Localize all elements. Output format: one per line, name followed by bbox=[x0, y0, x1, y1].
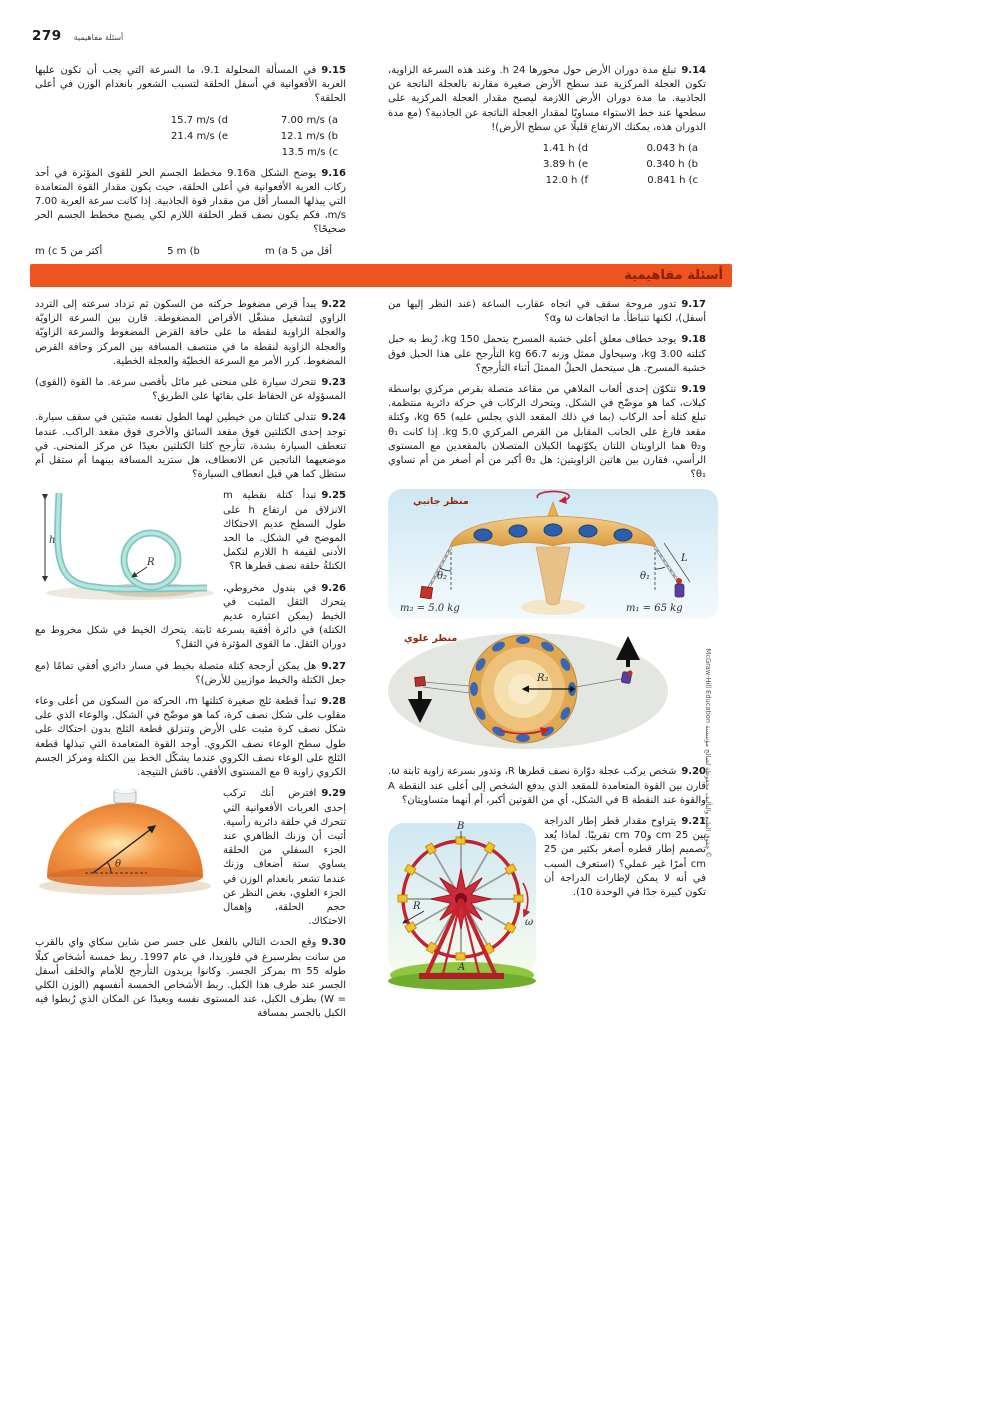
gondola bbox=[456, 953, 465, 960]
problem-text: هل يمكن أرجحة كتلة متصلة بخيط في مسار دائري أفقي تمامًا (مع جعل الكتلة والخيط موازيين للأرض)؟ bbox=[35, 660, 346, 686]
problem-text: شخص يركب عجلة دوّارة نصف قطرها R، وتدور بسرعة زاوية ثابتة ω. قارن بين القوة المتعامدة للمقعد الذي يدفع الشخص إلى أعلى عند النقطة A والقوة عند النقطة B في الشكل، أي من القوتين أكبر، أم أنهما متساويتان؟ bbox=[388, 766, 706, 806]
problem-number: 9.22 bbox=[321, 299, 346, 310]
answer-option-empty bbox=[132, 146, 228, 159]
theta2-label: θ₂ bbox=[437, 571, 448, 583]
base-bar bbox=[419, 973, 504, 979]
problem-9-18 bbox=[388, 333, 706, 376]
answers-9-14 bbox=[388, 142, 698, 187]
answer-option: أقل من 5 m (a bbox=[265, 245, 332, 257]
rider-top-head bbox=[627, 671, 632, 676]
canopy-jewel bbox=[474, 529, 492, 541]
top-right-column bbox=[388, 64, 706, 195]
radius-label: R bbox=[413, 901, 421, 913]
answer-option: 0.841 h (c bbox=[647, 175, 698, 187]
ramp-loop-illustration bbox=[35, 491, 215, 605]
problem-number: 9.18 bbox=[681, 334, 706, 346]
answers-9-15 bbox=[35, 114, 338, 159]
top-left-column bbox=[35, 64, 346, 266]
problem-9-19 bbox=[388, 383, 706, 482]
mass2-label: m₂ = 5.0 kg bbox=[400, 603, 460, 615]
point-b-label: B bbox=[457, 821, 465, 833]
problem-number: 9.29 bbox=[321, 788, 346, 800]
problem-number: 9.19 bbox=[681, 384, 706, 396]
answer-option: 12.1 m/s (b bbox=[280, 130, 338, 142]
problem-text: تبدأ قطعة ثلج صغيرة كتلتها m، الحركة من السكون من أعلى وعاء مقلوب على شكل نصف كرة، كما هو موضّح في الشكل. والوعاء الذي على شكل نصف كرة مثبت على الأرض وتنزلق قطعة الثلج بدون احتكاك على طول سطح الوعاء نصف الكروي. أوجد القوة المتعامدة التي تبذلها قطعة الثلج على الوعاء نصف الكروي عندما يشكّل الخط بين الكتلة ومركز الجسم الكروي زاوية θ مع المستوى الأفقي. ناقش النتيجة. bbox=[35, 696, 346, 779]
gondola bbox=[398, 895, 407, 902]
problem-9-24 bbox=[35, 411, 346, 482]
top-view-label: منظر علوي bbox=[404, 633, 458, 645]
page-header bbox=[32, 28, 123, 44]
problem-number: 9.16 bbox=[321, 167, 346, 179]
radius-label: R bbox=[147, 557, 155, 569]
problem-number: 9.15 bbox=[321, 65, 346, 76]
problem-number: 9.25 bbox=[321, 490, 346, 502]
ramp-loop-figure bbox=[35, 491, 215, 609]
swing-ride-side-illustration bbox=[388, 489, 718, 619]
point-a-label: A bbox=[458, 962, 466, 974]
dome-figure bbox=[35, 789, 215, 901]
problem-9-20 bbox=[388, 765, 706, 808]
rider-head bbox=[676, 578, 682, 584]
height-label: h bbox=[49, 535, 56, 547]
problem-number: 9.17 bbox=[681, 299, 706, 310]
omega-label: ω bbox=[525, 917, 534, 929]
problem-text: يبدأ قرص مضغوط حركته من السكون ثم تزداد سرعته إلى التردد الزاوي لتشغيل مشغّل الأقراص المضغوطة. قارن بين السرعة الزاويّة والعجلة الزاوية لنقطة ما على حافة القرص المضغوط والسرعة الزاويّة والعجلة الزاوية لنقطة ما في منتصف المسافة بين المركز وحافة القرص المضغوط. كرر الأمر مع السرعة الخطيّة والعجلة الخطية. bbox=[35, 299, 346, 367]
answer-option: 13.5 m/s (c bbox=[281, 146, 338, 158]
dome-section bbox=[35, 787, 346, 936]
mass2-cube bbox=[420, 587, 432, 599]
problem-number: 9.26 bbox=[321, 582, 346, 594]
problem-text: تتحرك سيارة على منحنى غير مائل بأقصى سرعة. ما القوة (القوى) المسؤولة عن الحفاظ على بقائها على الطريق؟ bbox=[35, 377, 346, 403]
problem-9-17 bbox=[388, 298, 706, 326]
answer-option: 5 m (b bbox=[167, 245, 200, 257]
canopy-jewel bbox=[614, 529, 632, 541]
answer-option: 7.00 m/s (a bbox=[281, 114, 338, 126]
problem-text: وقع الحدث التالي بالفعل على جسر صن شاين سكاي واي بالقرب من سانت بطرسبرغ في فلوريدا، في عام 1997. ربط خمسة أشخاص كبلًا طوله 55 m بمركز الجسر. وكانوا يريدون التأرجح للأمام والخلف أسفل الجسر عند طرف هذا الكبل. ربط الأشخاص الخمسة أنفسهم (الوزن الكلي = W) بطرف الكبل، عند المستوى نفسه وبعيدًا عن المكان الذي رُبطوا فيه الكبل بالجسر بمسافة bbox=[35, 937, 347, 1020]
dome-base bbox=[47, 867, 203, 887]
radius-label: R₂ bbox=[537, 673, 549, 685]
problem-text: تدور مروحة سقف في اتجاه عقارب الساعة (عند النظر إليها من أسفل)، لكنها تتباطأ. ما اتجاهات ω وα؟ bbox=[388, 299, 706, 325]
problem-9-27 bbox=[35, 660, 346, 688]
running-head: أسئلة مفاهيمية bbox=[73, 33, 124, 42]
section-banner bbox=[30, 264, 732, 287]
gondola bbox=[514, 895, 523, 902]
problem-text: افترض أنك تركب إحدى العربات الأفعوانية التي تتحرك في حلقة دائرية رأسية. أثبت أن وزنك الظاهري عند الجزء السفلي من الحلقة يساوي ستة أضعاف وزنك عندما تشعر بانعدام الوزن في الجزء العلوي، بغض النظر عن حجم الحلقة، وإهمال الاحتكاك. bbox=[223, 788, 346, 928]
swing-ride-top-illustration bbox=[388, 627, 688, 755]
problem-number: 9.14 bbox=[681, 65, 706, 76]
left-column bbox=[35, 298, 346, 1029]
answer-option: 0.043 h (a bbox=[646, 143, 698, 155]
problem-text: يوجد خطاف معلق أعلى خشبة المسرح يتحمل 150 kg، رُبط به حبل كتلته 3.00 kg، وسيحاول ممثل وزنه 66.7 kg التأرجح على هذا الحبل فوق خشبة المسرح. هل سيتحمل الحبلُ الممثلَ أثناء التأرجح؟ bbox=[388, 334, 706, 374]
problem-text: يوضح الشكل 9.16a مخطط الجسم الحر للقوى المؤثرة في أحد ركاب العربة الأفعوانية في أعلى الحلقة، حيث يكون مقدار القوة المتعامدة التي يبذلها المسار أقل من مقدار قوة الجاذبية. إذا كانت سرعة العربة 7.00 m/s، فكم يكون نصف قطر الحلقة اللازم لكي يصبح مخطط الجسم الحر صحيحًا؟ bbox=[35, 167, 346, 236]
answer-option: 15.7 m/s (d bbox=[170, 114, 228, 126]
swing-ride-side-view-figure bbox=[388, 489, 706, 623]
problem-number: 9.28 bbox=[321, 696, 346, 708]
right-column bbox=[388, 298, 706, 998]
problem-9-15 bbox=[35, 64, 346, 107]
problem-number: 9.24 bbox=[321, 412, 346, 424]
ramp-section bbox=[35, 489, 346, 659]
canopy-jewel bbox=[509, 525, 527, 537]
problem-9-23 bbox=[35, 376, 346, 404]
problem-9-14 bbox=[388, 64, 706, 135]
ice-cube-top bbox=[114, 789, 136, 794]
answer-option: 1.41 h (d bbox=[542, 143, 588, 155]
problem-text: تبلغ مدة دوران الأرض حول محورها 24 h. وعند هذه السرعة الزاوية، تكون العجلة المركزية عند سطح الأرض صغيرة مقارنة بالعجلة الناتجة عن الجاذبية. ما مدة دوران الأرض اللازمة ليصبح مقدار العجلة المركزية على سطحها عند خط الاستواء مساويًا لمقدار العجلة الناتجة عن الجاذبية؟ (مع مدة الدوران هذه، يمكنك الارتفاع قليلًا عن سطح الأرض)! bbox=[388, 65, 706, 133]
problem-9-22 bbox=[35, 298, 346, 369]
rider-body bbox=[675, 584, 684, 597]
rim-jewel bbox=[516, 636, 530, 644]
problem-number: 9.20 bbox=[681, 766, 707, 778]
rim-jewel bbox=[470, 682, 478, 696]
answer-option: 21.4 m/s (e bbox=[171, 130, 228, 142]
ferris-wheel-illustration bbox=[388, 817, 536, 991]
problem-text: في المسألة المحلولة 9.1، ما السرعة التي يجب أن تكون عليها العربة الأفعوانية في أسفل الحلقة لتسبب الشعور بانعدام الوزن في أعلى الحلقة؟ bbox=[35, 65, 346, 105]
problem-text: يتراوح مقدار قطر إطار الدراجة بين 25 cm و70 cm تقريبًا. لماذا يُعد تصميم إطار قطره أصغر بكثير من 25 cm أمرًا غير عملي؟ (استعرف السبب في أنه لا يمكن لإطارات الدراجة أن تكون كبيرة جدًا في الوحدة 10). bbox=[544, 816, 707, 899]
page-number: 279 bbox=[32, 28, 62, 44]
problem-text: في بندول مخروطي، يتحرك الثقل المثبت في الخيط (يمكن اعتباره عديم الكتلة) في دائرة أفقية بسرعة ثابتة. يتحرك الخيط في شكل مخروط مع دوران الثقل. ما القوى المؤثرة في الثقل؟ bbox=[35, 582, 346, 651]
problem-9-16 bbox=[35, 167, 346, 238]
section-title: أسئلة مفاهيمية bbox=[624, 268, 723, 283]
length-label: L bbox=[681, 553, 688, 565]
answers-9-16 bbox=[35, 245, 332, 258]
side-view-label: منظر جانبي bbox=[413, 496, 469, 508]
copyright-notice: © حقوق الطبع والتأليف محفوظة لصالح مؤسسة McGraw-Hill Education bbox=[704, 648, 712, 858]
problem-number: 9.30 bbox=[321, 937, 346, 949]
problem-number: 9.27 bbox=[321, 660, 346, 672]
mass1-label: m₁ = 65 kg bbox=[626, 603, 683, 615]
answer-option: 0.340 h (b bbox=[646, 159, 698, 171]
answer-option: أكثر من 5 m (c bbox=[35, 245, 103, 257]
swing-ride-top-view-figure bbox=[388, 627, 706, 759]
problem-number: 9.21 bbox=[681, 816, 706, 828]
ferris-section bbox=[388, 815, 706, 998]
problem-text: تبدأ كتلة نقطية m الانزلاق من ارتفاع h على طول السطح عديم الاحتكاك الموضح في الشكل. ما الحد الأدنى لقيمة h اللازم لتكمل الكتلةُ حلقة نصف قطرها R؟ bbox=[223, 490, 346, 573]
mass2-cube-top bbox=[415, 677, 426, 687]
canopy-jewel bbox=[544, 524, 562, 536]
problem-text: تتكوّن إحدى ألعاب الملاهي من مقاعد متصلة بقرص مركزي بواسطة كبلات، كما هو موضّح في الشكل. ويتحرك الركاب في حركة دائرية منتظمة. تبلغ كتلة أحد الركاب (بما في ذلك المقعد الذي يجلس عليه) 65 kg، وكتلة مقعد فارغ على الجانب المقابل من القرص المركزي 5.0 kg. إذا كانت θ₁ وθ₂ هما الزاويتان اللتان يكوّنهما الكبلان المتصلان بالمقعدين مع المستوى الرأسي، فقارن بين هاتين الزاويتين: هل θ₂ أكبر من أم أصغر من أم تساوي θ₁؟ bbox=[388, 384, 706, 481]
canopy-jewel bbox=[579, 525, 597, 537]
radius-arrow bbox=[132, 567, 147, 577]
theta1-label: θ₁ bbox=[640, 571, 651, 583]
problem-text: تتدلى كتلتان من خيطين لهما الطول نفسه مثبتين في سقف سيارة. توجد إحدى الكتلتين فوق مقعد السائق والأخرى فوق مقعد الراكب. عندما تنعطف السيارة بشدة، تتأرجح كلتا الكتلتين بعيدًا عن مركز المنحنى. في موضعيهما الناتجين عن الانعطاف، هل ستزيد المسافة بينهما أم ستقل أم ستظل كما هي قبل انعطاف السيارة؟ bbox=[35, 412, 346, 481]
problem-9-30 bbox=[35, 936, 346, 1021]
problem-9-28 bbox=[35, 695, 346, 780]
problem-number: 9.23 bbox=[321, 377, 346, 389]
angle-label: θ bbox=[115, 859, 122, 871]
gondola bbox=[456, 837, 465, 844]
dome-illustration bbox=[35, 789, 215, 897]
answer-option: 12.0 h (f bbox=[545, 175, 588, 187]
dome-body bbox=[47, 803, 203, 877]
answer-option: 3.89 h (e bbox=[542, 159, 588, 171]
ferris-wheel-figure bbox=[388, 817, 536, 995]
rim-jewel bbox=[516, 734, 530, 742]
